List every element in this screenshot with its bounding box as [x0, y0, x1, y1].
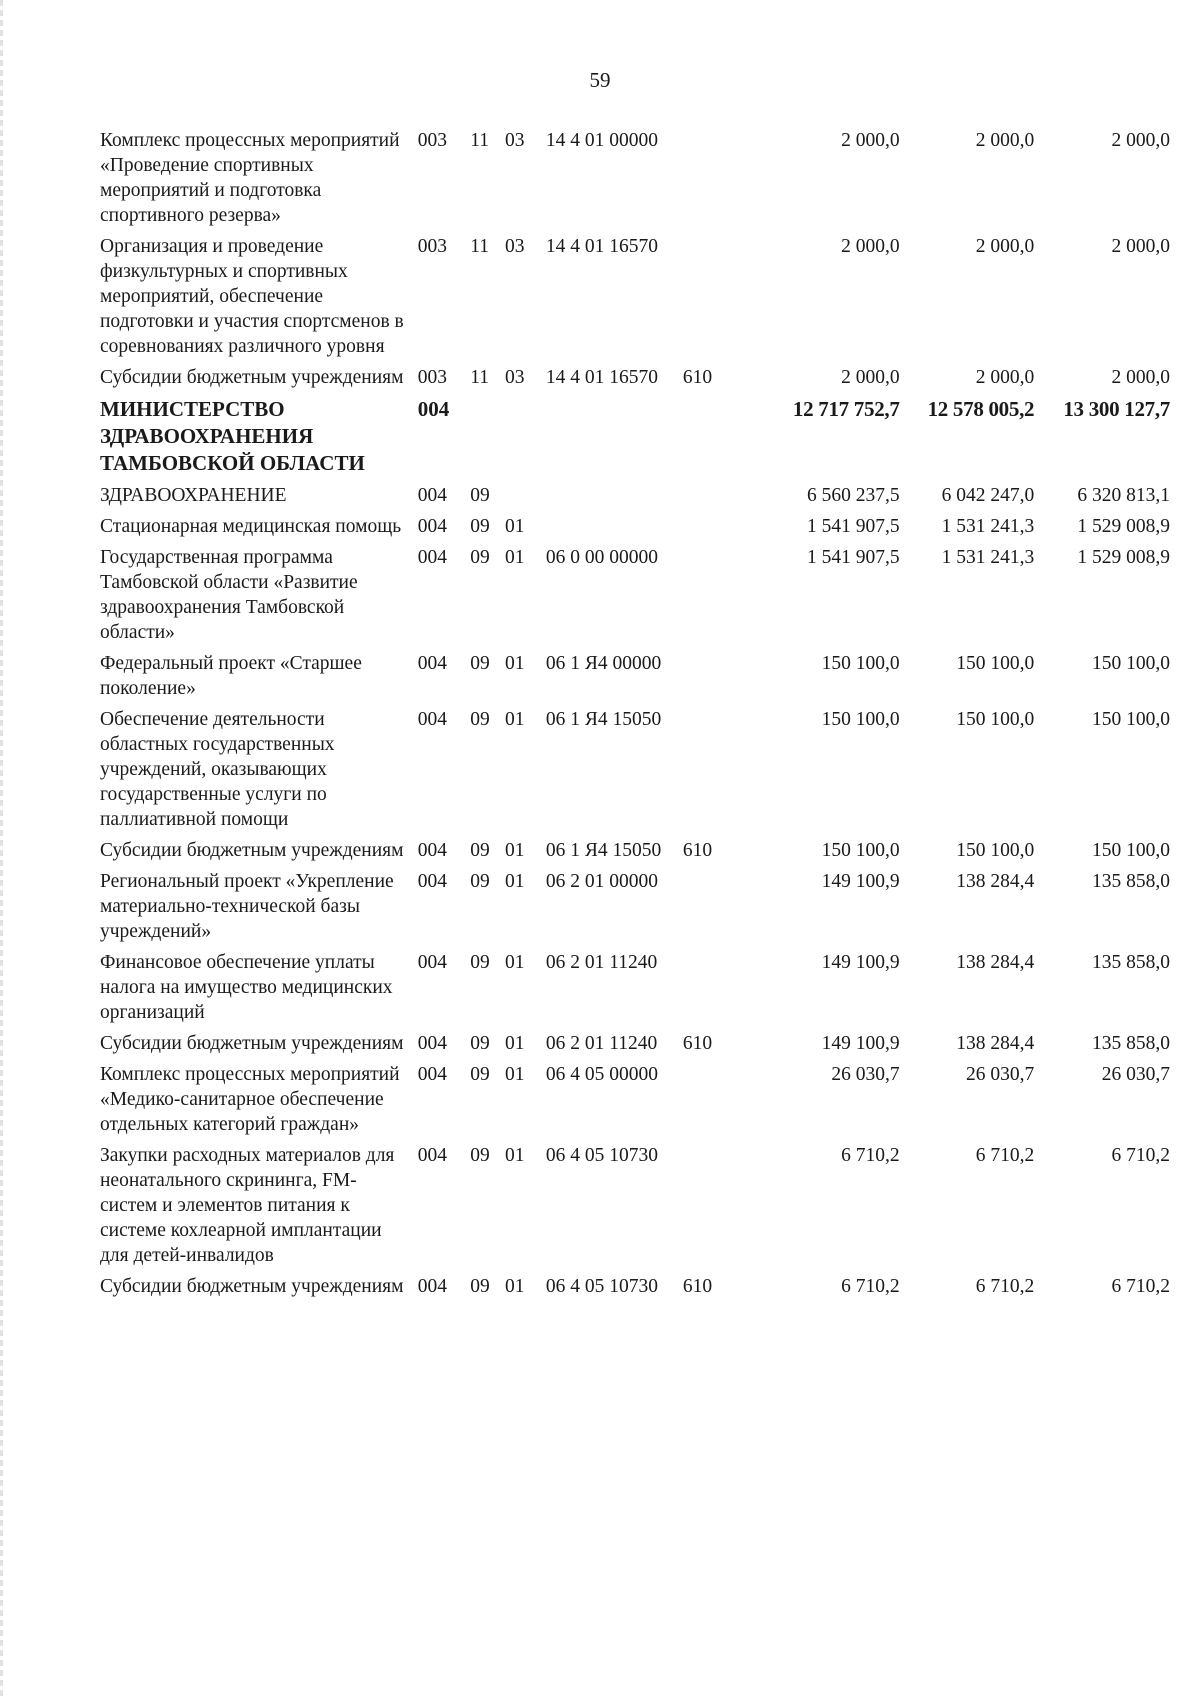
table-body [100, 128, 1170, 1305]
amount-year-3: 135 858,0 [1092, 952, 1170, 973]
amount-year-1: 6 560 237,5 [806, 485, 900, 506]
amount-year-1: 6 710,2 [841, 1145, 900, 1166]
section-code: 11 [470, 236, 490, 257]
scan-edge-artifact [0, 0, 3, 1697]
subsection-code: 01 [504, 871, 525, 892]
amount-year-1: 149 100,9 [821, 952, 900, 973]
amount-year-2: 150 100,0 [956, 840, 1035, 861]
ministry-code: 004 [417, 397, 450, 421]
row-name: Государственная программа Тамбовской области «Развитие здравоохранения Тамбовской области» [100, 547, 358, 643]
section-code: 09 [470, 871, 490, 892]
target-article-code [542, 396, 683, 483]
expense-type-code [683, 128, 731, 234]
expense-type-code: 610 [682, 1276, 713, 1297]
table-row [100, 707, 1170, 838]
amount-year-3: 135 858,0 [1092, 1033, 1170, 1054]
amount-year-3: 6 710,2 [1111, 1145, 1170, 1166]
amount-year-3: 1 529 008,9 [1077, 547, 1170, 568]
section-code: 09 [470, 516, 490, 537]
subsection-code: 01 [504, 516, 525, 537]
amount-year-2: 1 531 241,3 [941, 516, 1035, 537]
amount-year-1: 1 541 907,5 [806, 516, 900, 537]
amount-year-2: 2 000,0 [975, 236, 1035, 257]
row-name: Обеспечение деятельности областных государственных учреждений, оказывающих государственные услуги по паллиативной помощи [100, 709, 335, 830]
table-row [100, 651, 1170, 707]
ministry-code: 004 [417, 1145, 447, 1166]
table-row [100, 128, 1170, 234]
target-article-code: 14 4 01 16570 [545, 367, 658, 388]
ministry-code: 004 [417, 1033, 447, 1054]
row-name: Организация и проведение физкультурных и спортивных мероприятий, обеспечение подготовки и участия спортсменов в соревнованиях различного уровня [100, 236, 404, 357]
table-row [100, 1143, 1170, 1274]
amount-year-2: 6 710,2 [975, 1145, 1035, 1166]
section-code: 09 [470, 1033, 490, 1054]
subsection-code: 01 [504, 547, 525, 568]
amount-year-2: 26 030,7 [965, 1064, 1035, 1085]
target-article-code: 06 4 05 10730 [545, 1276, 658, 1297]
table-row [100, 869, 1170, 950]
table-row [100, 838, 1170, 869]
table-row [100, 545, 1170, 651]
amount-year-1: 149 100,9 [821, 871, 900, 892]
expense-type-code [683, 1062, 731, 1143]
amount-year-3: 13 300 127,7 [1063, 397, 1170, 421]
section-code: 09 [470, 547, 490, 568]
amount-year-3: 2 000,0 [1111, 236, 1170, 257]
amount-year-2: 138 284,4 [956, 1033, 1035, 1054]
expense-type-code [683, 545, 731, 651]
table-row [100, 483, 1170, 514]
table-row [100, 514, 1170, 545]
amount-year-3: 26 030,7 [1101, 1064, 1170, 1085]
section-code: 11 [470, 367, 490, 388]
row-name: Комплекс процессных мероприятий «Проведение спортивных мероприятий и подготовка спортивного резерва» [100, 130, 400, 226]
subsection-code: 01 [504, 1033, 525, 1054]
amount-year-3: 150 100,0 [1092, 653, 1170, 674]
page-number: 59 [589, 68, 611, 92]
target-article-code: 14 4 01 16570 [545, 236, 658, 257]
table-row [100, 365, 1170, 396]
row-name: Субсидии бюджетным учреждениям [100, 1033, 404, 1054]
row-name: Финансовое обеспечение уплаты налога на имущество медицинских организаций [100, 952, 393, 1023]
amount-year-1: 150 100,0 [821, 709, 900, 730]
expense-type-code [683, 234, 731, 365]
ministry-code: 004 [417, 653, 447, 674]
section-code: 09 [470, 709, 490, 730]
amount-year-2: 150 100,0 [956, 653, 1035, 674]
ministry-code: 004 [417, 547, 447, 568]
amount-year-1: 2 000,0 [841, 236, 900, 257]
target-article-code: 06 1 Я4 15050 [545, 709, 662, 730]
expense-type-code [683, 514, 731, 545]
subsection-code: 01 [504, 653, 525, 674]
expense-type-code [683, 483, 731, 514]
expense-type-code [683, 651, 731, 707]
row-name: Субсидии бюджетным учреждениям [100, 840, 404, 861]
ministry-code: 003 [417, 367, 447, 388]
ministry-code: 004 [417, 840, 447, 861]
subsection-code: 01 [504, 840, 525, 861]
table-row [100, 396, 1170, 483]
subsection-code: 01 [504, 709, 525, 730]
table-row [100, 1274, 1170, 1305]
subsection-code [503, 396, 542, 483]
amount-year-3: 150 100,0 [1092, 840, 1170, 861]
row-name: ЗДРАВООХРАНЕНИЕ [100, 485, 287, 506]
target-article-code: 06 0 00 00000 [545, 547, 658, 568]
expense-type-code [683, 707, 731, 838]
ministry-code: 004 [417, 485, 447, 506]
amount-year-2: 12 578 005,2 [927, 397, 1035, 421]
section-code: 09 [470, 1276, 490, 1297]
row-name: МИНИСТЕРСТВО ЗДРАВООХРАНЕНИЯ ТАМБОВСКОЙ ОБЛАСТИ [100, 397, 365, 475]
ministry-code: 004 [417, 871, 447, 892]
expense-type-code: 610 [682, 367, 713, 388]
subsection-code: 01 [504, 1064, 525, 1085]
target-article-code [542, 514, 683, 545]
expense-type-code [683, 869, 731, 950]
row-name: Региональный проект «Укрепление материально-технической базы учреждений» [100, 871, 394, 942]
section-code: 09 [470, 952, 490, 973]
amount-year-3: 150 100,0 [1092, 709, 1170, 730]
table-row [100, 1062, 1170, 1143]
table-row [100, 234, 1170, 365]
amount-year-2: 6 042 247,0 [941, 485, 1035, 506]
expense-type-code [683, 396, 731, 483]
section-code: 09 [470, 1145, 490, 1166]
subsection-code: 01 [504, 1276, 525, 1297]
target-article-code: 14 4 01 00000 [545, 130, 658, 151]
target-article-code: 06 4 05 10730 [545, 1145, 658, 1166]
amount-year-2: 1 531 241,3 [941, 547, 1035, 568]
target-article-code: 06 2 01 00000 [545, 871, 658, 892]
amount-year-3: 6 710,2 [1111, 1276, 1170, 1297]
ministry-code: 003 [417, 236, 447, 257]
expense-type-code: 610 [682, 1033, 713, 1054]
amount-year-3: 2 000,0 [1111, 130, 1170, 151]
target-article-code: 06 2 01 11240 [545, 1033, 658, 1054]
row-name: Субсидии бюджетным учреждениям [100, 1276, 404, 1297]
ministry-code: 004 [417, 709, 447, 730]
amount-year-1: 1 541 907,5 [806, 547, 900, 568]
amount-year-2: 2 000,0 [975, 367, 1035, 388]
amount-year-3: 135 858,0 [1092, 871, 1170, 892]
amount-year-1: 6 710,2 [841, 1276, 900, 1297]
ministry-code: 004 [417, 952, 447, 973]
subsection-code: 01 [504, 1145, 525, 1166]
target-article-code: 06 1 Я4 15050 [545, 840, 662, 861]
target-article-code [542, 483, 683, 514]
target-article-code: 06 4 05 00000 [545, 1064, 658, 1085]
section-code: 09 [470, 485, 490, 506]
amount-year-2: 2 000,0 [975, 130, 1035, 151]
subsection-code: 01 [504, 952, 525, 973]
section-code: 09 [470, 1064, 490, 1085]
row-name: Закупки расходных материалов для неонатального скрининга, FM-систем и элементов питания к системе кохлеарной имплантации для детей-инвалидов [100, 1145, 395, 1266]
amount-year-1: 149 100,9 [821, 1033, 900, 1054]
amount-year-2: 138 284,4 [956, 871, 1035, 892]
subsection-code: 03 [504, 367, 525, 388]
section-code [468, 396, 503, 483]
row-name: Комплекс процессных мероприятий «Медико-санитарное обеспечение отдельных категорий граждан» [100, 1064, 400, 1135]
section-code: 09 [470, 840, 490, 861]
row-name: Субсидии бюджетным учреждениям [100, 367, 404, 388]
amount-year-1: 2 000,0 [841, 130, 900, 151]
row-name: Федеральный проект «Старшее поколение» [100, 653, 362, 699]
subsection-code: 03 [504, 236, 525, 257]
ministry-code: 003 [417, 130, 447, 151]
expense-type-code: 610 [682, 840, 713, 861]
budget-table [100, 128, 1170, 1305]
section-code: 11 [470, 130, 490, 151]
table-row [100, 950, 1170, 1031]
amount-year-3: 1 529 008,9 [1077, 516, 1170, 537]
amount-year-2: 150 100,0 [956, 709, 1035, 730]
section-code: 09 [470, 653, 490, 674]
ministry-code: 004 [417, 1276, 447, 1297]
target-article-code: 06 1 Я4 00000 [545, 653, 662, 674]
amount-year-1: 2 000,0 [841, 367, 900, 388]
amount-year-2: 138 284,4 [956, 952, 1035, 973]
amount-year-1: 12 717 752,7 [792, 397, 900, 421]
amount-year-3: 2 000,0 [1111, 367, 1170, 388]
target-article-code: 06 2 01 11240 [545, 952, 658, 973]
ministry-code: 004 [417, 1064, 447, 1085]
amount-year-1: 150 100,0 [821, 653, 900, 674]
subsection-code: 03 [504, 130, 525, 151]
ministry-code: 004 [417, 516, 447, 537]
amount-year-1: 26 030,7 [831, 1064, 900, 1085]
row-name: Стационарная медицинская помощь [100, 516, 402, 537]
amount-year-3: 6 320 813,1 [1077, 485, 1170, 506]
amount-year-1: 150 100,0 [821, 840, 900, 861]
expense-type-code [683, 950, 731, 1031]
amount-year-2: 6 710,2 [975, 1276, 1035, 1297]
table-row [100, 1031, 1170, 1062]
subsection-code [503, 483, 542, 514]
expense-type-code [683, 1143, 731, 1274]
